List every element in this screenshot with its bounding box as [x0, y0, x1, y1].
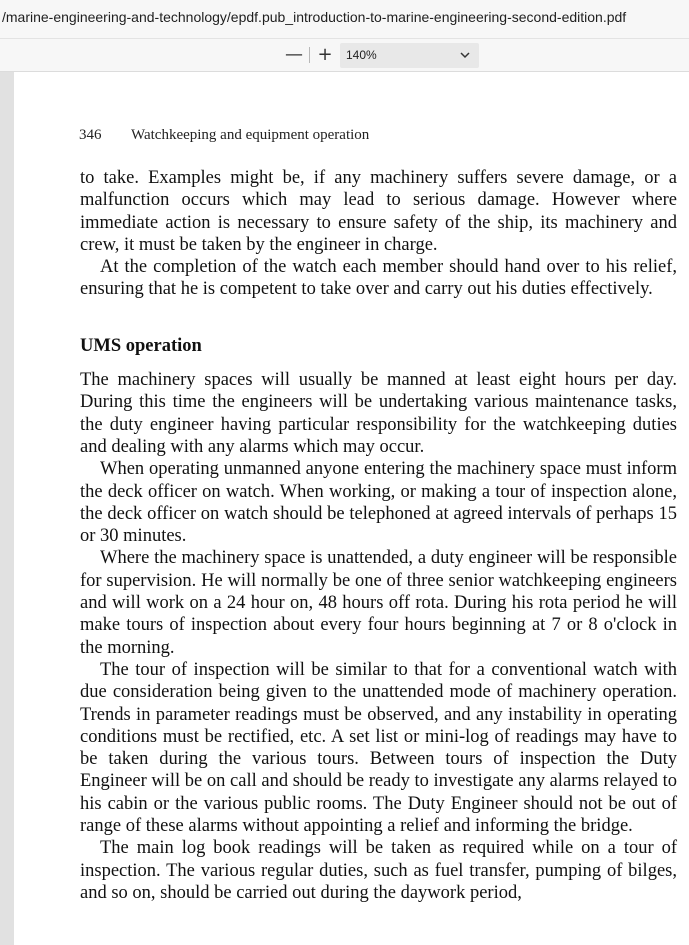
zoom-in-button[interactable]: + — [317, 44, 333, 65]
paragraph: At the completion of the watch each member should hand over to his relief, ensuring that he is competent to take over and carry out his duties effectively. — [80, 257, 677, 300]
url-text[interactable]: /marine-engineering-and-technology/epdf.pub_introduction-to-marine-engineering-second-edition.pdf — [2, 9, 627, 25]
zoom-level-select[interactable] — [340, 43, 479, 68]
section-heading: UMS operation — [80, 335, 202, 356]
zoom-level-value: 140% — [346, 48, 377, 62]
page-body — [80, 167, 677, 904]
chevron-down-icon — [460, 51, 470, 59]
address-bar[interactable] — [0, 0, 689, 39]
zoom-out-button[interactable]: — — [285, 44, 303, 65]
toolbar-divider — [309, 47, 310, 63]
paragraph: Where the machinery space is unattended, a duty engineer will be responsible for supervision. He will normally be one of three senior watchkeeping engineers and will work on a 24 hour on, 48 hours off rota. During his rota period he will make tours of inspection about every four hours beginning at 7 or 8 o'clock in the morning. — [80, 548, 677, 658]
running-header — [79, 127, 369, 144]
page-number: 346 — [79, 127, 102, 143]
paragraph: The machinery spaces will usually be manned at least eight hours per day. During this time the engineers will be undertaking various maintenance tasks, the duty engineer having particular responsibility for the watchkeeping duties and dealing with any alarms which may occur. — [80, 370, 677, 457]
running-title: Watchkeeping and equipment operation — [131, 127, 370, 143]
pdf-page — [14, 72, 689, 945]
paragraph: to take. Examples might be, if any machinery suffers severe damage, or a malfunction occurs which may lead to serious damage. However where immediate action is necessary to ensure safety of the ship, its machinery and crew, it must be taken by the engineer in charge. — [80, 168, 677, 255]
pdf-toolbar — [0, 39, 689, 72]
paragraph: When operating unmanned anyone entering the machinery space must inform the deck officer on watch. When working, or making a tour of inspection alone, the deck officer on watch should be telephoned at agreed intervals of perhaps 15 or 30 minutes. — [80, 459, 677, 547]
document-viewer[interactable] — [0, 72, 689, 945]
paragraph: The main log book readings will be taken as required while on a tour of inspection. The various regular duties, such as fuel transfer, pumping of bilges, and so on, should be carried out during the daywork period, — [80, 838, 677, 903]
paragraph: The tour of inspection will be similar to that for a conventional watch with due consideration being given to the unattended mode of machinery operation. Trends in parameter readings must be observed, and any instability in operating conditions must be rectified, etc. A set list or mini-log of readings may have to be taken during the various tours. Between tours of inspection the Duty Engineer will be on call and should be ready to investigate any alarms relayed to his cabin or the various public rooms. The Duty Engineer should not be out of range of these alarms without appointing a relief and informing the bridge. — [80, 659, 677, 837]
